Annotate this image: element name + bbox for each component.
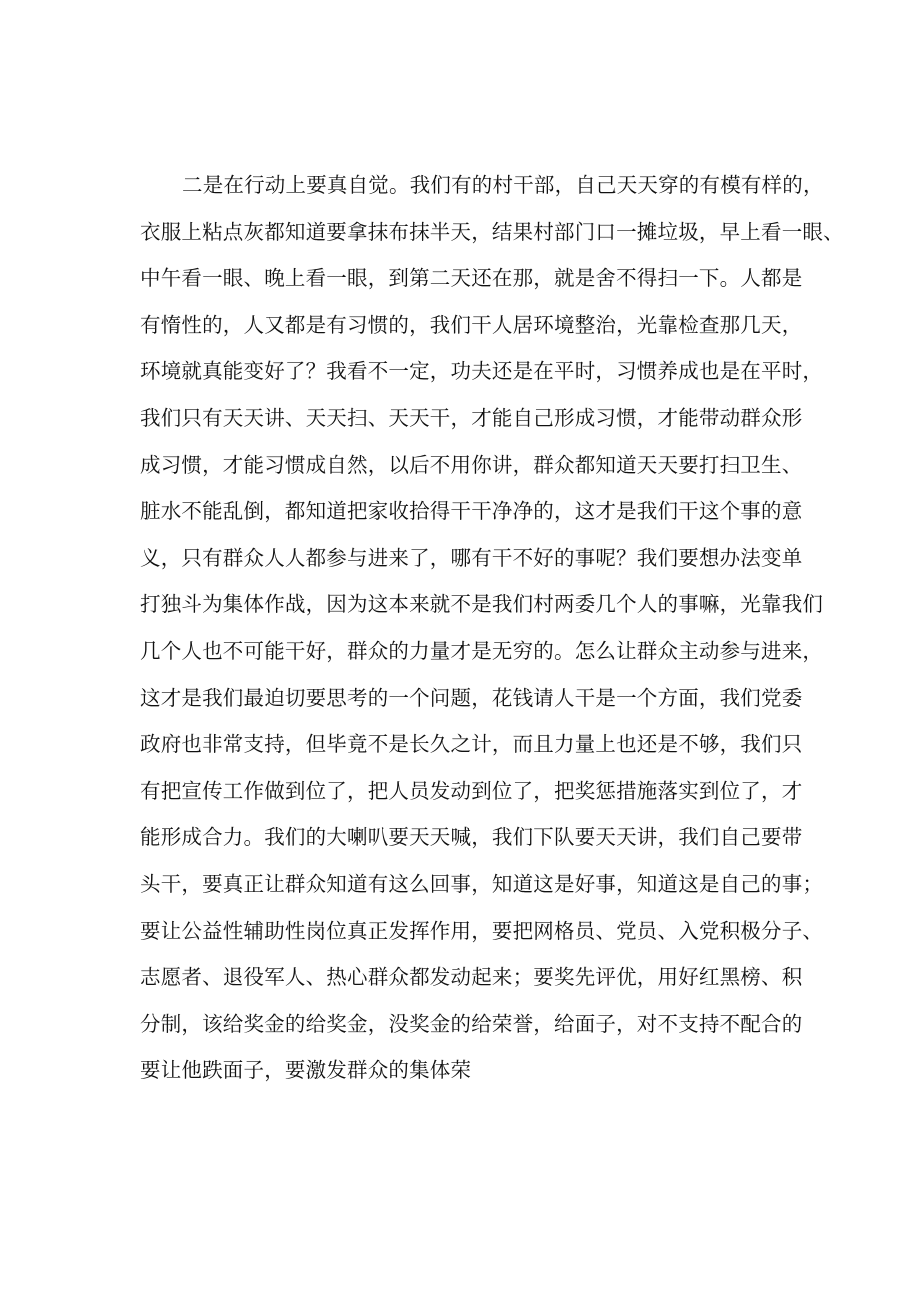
paragraph-line: 有把宣传工作做到位了，把人员发动到位了，把奖惩措施落实到位了，才: [140, 778, 803, 803]
paragraph-line: 头干，要真正让群众知道有这么回事，知道这是好事，知道这是自己的事；: [140, 871, 824, 896]
paragraph-line: 环境就真能变好了？我看不一定，功夫还是在平时，习惯养成也是在平时，: [140, 359, 824, 384]
paragraph-line: 要让公益性辅助性岗位真正发挥作用，要把网格员、党员、入党积极分子、: [140, 918, 824, 943]
paragraph-line: 衣服上粘点灰都知道要拿抹布抹半天，结果村部门口一摊垃圾，早上看一眼、: [140, 219, 844, 244]
paragraph-line: 这才是我们最迫切要思考的一个问题，花钱请人干是一个方面，我们党委: [140, 685, 803, 710]
paragraph-line: 二是在行动上要真自觉。我们有的村干部，自己天天穿的有模有样的，: [182, 173, 824, 197]
paragraph-line: 中午看一眼、晚上看一眼，到第二天还在那，就是舍不得扫一下。人都是: [140, 266, 803, 291]
paragraph-line: 要让他跌面子，要激发群众的集体荣: [140, 1058, 472, 1083]
paragraph-line: 脏水不能乱倒，都知道把家收拾得干干净净的，这才是我们干这个事的意: [140, 499, 803, 524]
paragraph-line: 政府也非常支持，但毕竟不是长久之计，而且力量上也还是不够，我们只: [140, 732, 803, 757]
paragraph-line: 分制，该给奖金的给奖金，没奖金的给荣誉，给面子，对不支持不配合的: [140, 1011, 803, 1036]
paragraph-line: 能形成合力。我们的大喇叭要天天喊，我们下队要天天讲，我们自己要带: [140, 825, 803, 850]
paragraph-line: 我们只有天天讲、天天扫、天天干，才能自己形成习惯，才能带动群众形: [140, 405, 803, 430]
paragraph-line: 有惰性的，人又都是有习惯的，我们干人居环境整治，光靠检查那几天，: [140, 312, 803, 337]
paragraph-line: 志愿者、退役军人、热心群众都发动起来；要奖先评优，用好红黑榜、积: [140, 965, 803, 990]
paragraph-line: 成习惯，才能习惯成自然，以后不用你讲，群众都知道天天要打扫卫生、: [140, 452, 803, 477]
paragraph-line: 义，只有群众人人都参与进来了，哪有干不好的事呢？我们要想办法变单: [140, 545, 803, 570]
paragraph-line: 几个人也不可能干好，群众的力量才是无穷的。怎么让群众主动参与进来，: [140, 638, 824, 663]
paragraph-line: 打独斗为集体作战，因为这本来就不是我们村两委几个人的事嘛，光靠我们: [140, 592, 824, 617]
body-paragraph: [140, 162, 844, 1094]
